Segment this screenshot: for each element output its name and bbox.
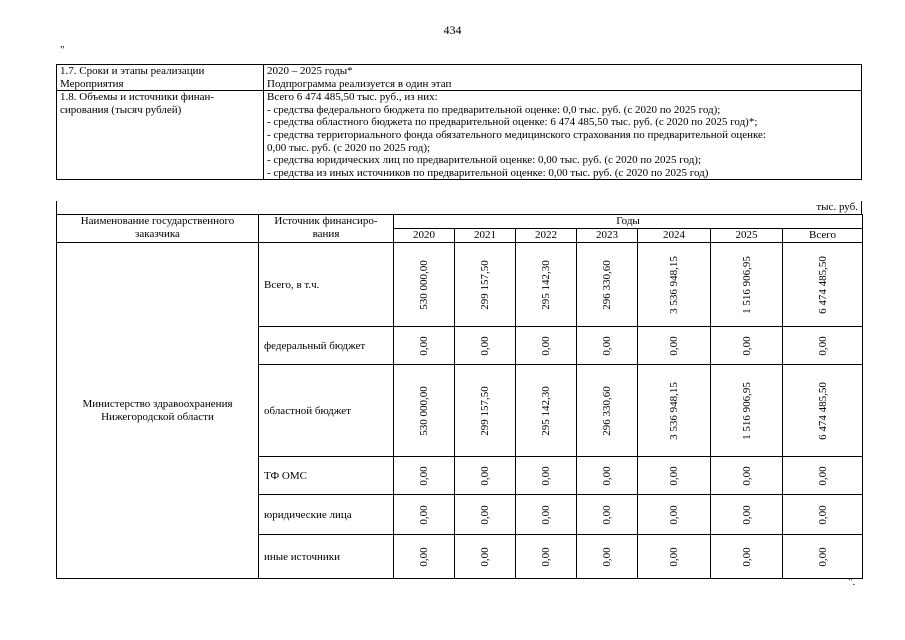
year-value-cell — [455, 457, 516, 495]
amount-value: 0,00 — [816, 546, 829, 567]
amount-value: 3 536 948,15 — [668, 381, 680, 440]
header-row — [57, 215, 863, 229]
customer-header — [57, 215, 259, 243]
amount-value: 0,00 — [601, 465, 613, 486]
year-value-cell — [394, 365, 455, 457]
year-value-cell — [455, 535, 516, 579]
amount-value: 299 157,50 — [479, 259, 491, 310]
units-label: тыс. руб. — [56, 201, 862, 214]
source-header-line: Источник финансиро- — [274, 215, 378, 227]
amount-value: 0,00 — [418, 465, 430, 486]
amount-value: 1 516 906,95 — [740, 381, 753, 440]
amount-value: 0,00 — [816, 465, 829, 486]
timing-label — [57, 65, 264, 91]
funding-source: ТФ ОМС — [259, 457, 394, 495]
amount-value: 0,00 — [479, 465, 491, 486]
financing-table — [56, 214, 863, 579]
amount-value: 295 142,30 — [540, 385, 552, 436]
year-value-cell — [516, 457, 577, 495]
amount-value: 0,00 — [740, 504, 753, 525]
year-value-cell — [516, 365, 577, 457]
total-value-cell — [783, 365, 863, 457]
year-value-cell — [577, 243, 638, 327]
amount-value: 0,00 — [668, 465, 680, 486]
funding-source: областной бюджет — [259, 365, 394, 457]
source-header-line: вания — [312, 227, 340, 240]
year-column-header: 2022 — [516, 229, 577, 243]
total-value-cell — [783, 457, 863, 495]
amount-value: 0,00 — [418, 335, 430, 356]
timing-value — [264, 65, 862, 91]
year-value-cell — [394, 457, 455, 495]
total-value-cell — [783, 535, 863, 579]
year-value-cell — [711, 327, 783, 365]
funding-source: федеральный бюджет — [259, 327, 394, 365]
amount-value: 0,00 — [479, 546, 491, 567]
year-value-cell — [455, 327, 516, 365]
amount-value: 0,00 — [740, 465, 753, 486]
year-value-cell — [638, 243, 711, 327]
amount-value: 6 474 485,50 — [816, 381, 829, 440]
funding-value-line: - средства юридических лиц по предварительной оценке: 0,00 тыс. руб. (с 2020 по 2025 год); — [267, 154, 702, 167]
amount-value: 0,00 — [540, 465, 552, 486]
year-value-cell — [577, 457, 638, 495]
page-number: 434 — [443, 23, 462, 37]
funding-value-line: Всего 6 474 485,50 тыс. руб., из них: — [267, 91, 438, 104]
year-value-cell — [577, 365, 638, 457]
year-value-cell — [394, 535, 455, 579]
total-value-cell — [783, 327, 863, 365]
amount-value: 530 000,00 — [418, 385, 430, 436]
year-column-header: 2025 — [711, 229, 783, 243]
source-header — [259, 215, 394, 243]
funding-label — [57, 91, 264, 180]
amount-value: 0,00 — [418, 546, 430, 567]
customer-name-line: Министерство здравоохранения — [82, 397, 233, 410]
funding-value-line: - средства территориального фонда обязательного медицинского страхования по предварительной оценке: — [267, 128, 766, 141]
funding-row — [57, 91, 862, 180]
year-value-cell — [516, 243, 577, 327]
funding-value-line: - средства областного бюджета по предварительной оценке: 6 474 485,50 тыс. руб. (с 2020 по 2025 год)*; — [267, 116, 758, 129]
amount-value: 0,00 — [668, 546, 680, 567]
amount-value: 0,00 — [479, 335, 491, 356]
year-column-header: 2020 — [394, 229, 455, 243]
customer-name-line: Нижегородской области — [101, 410, 214, 423]
amount-value: 0,00 — [479, 504, 491, 525]
amount-value: 0,00 — [601, 335, 613, 356]
year-column-header: 2024 — [638, 229, 711, 243]
funding-source: иные источники — [259, 535, 394, 579]
amount-value: 0,00 — [816, 335, 829, 356]
customer-header-line: заказчика — [135, 227, 180, 240]
year-value-cell — [394, 495, 455, 535]
opening-quote-mark: " — [60, 44, 65, 56]
total-column-header: Всего — [783, 229, 863, 243]
year-value-cell — [394, 243, 455, 327]
year-value-cell — [638, 495, 711, 535]
year-value-cell — [455, 365, 516, 457]
amount-value: 0,00 — [740, 546, 753, 567]
passport-table — [56, 64, 862, 180]
timing-label-line: Мероприятия — [60, 77, 124, 90]
amount-value: 0,00 — [601, 546, 613, 567]
year-value-cell — [455, 495, 516, 535]
year-value-cell — [577, 495, 638, 535]
amount-value: 299 157,50 — [479, 385, 491, 436]
year-value-cell — [455, 243, 516, 327]
funding-value-line: 0,00 тыс. руб. (с 2020 по 2025 год); — [267, 141, 431, 154]
year-value-cell — [577, 327, 638, 365]
year-value-cell — [638, 457, 711, 495]
funding-value — [264, 91, 862, 180]
funding-value-line: - средства федерального бюджета по предварительной оценке: 0,0 тыс. руб. (с 2020 по 2025 год); — [267, 103, 721, 116]
amount-value: 296 330,60 — [601, 259, 613, 310]
amount-value: 0,00 — [740, 335, 753, 356]
customer-name — [57, 243, 259, 579]
timing-value-line: 2020 – 2025 годы* — [267, 65, 353, 77]
years-header: Годы — [394, 215, 863, 229]
year-value-cell — [638, 365, 711, 457]
funding-source: юридические лица — [259, 495, 394, 535]
timing-label-line: 1.7. Сроки и этапы реализации — [60, 65, 205, 77]
funding-source: Всего, в т.ч. — [259, 243, 394, 327]
year-value-cell — [577, 535, 638, 579]
amount-value: 296 330,60 — [601, 385, 613, 436]
funding-value-line: - средства из иных источников по предварительной оценке: 0,00 тыс. руб. (с 2020 по 2025 год) — [267, 166, 709, 179]
year-value-cell — [516, 327, 577, 365]
timing-row — [57, 65, 862, 91]
year-value-cell — [394, 327, 455, 365]
year-value-cell — [711, 535, 783, 579]
amount-value: 1 516 906,95 — [740, 255, 753, 314]
amount-value: 530 000,00 — [418, 259, 430, 310]
amount-value: 0,00 — [668, 335, 680, 356]
year-value-cell — [711, 243, 783, 327]
timing-value-line: Подпрограмма реализуется в один этап — [267, 77, 452, 90]
amount-value: 295 142,30 — [540, 259, 552, 310]
closing-quote-mark: ". — [848, 576, 856, 588]
year-column-header: 2023 — [577, 229, 638, 243]
year-value-cell — [711, 365, 783, 457]
year-value-cell — [516, 495, 577, 535]
funding-label-line: 1.8. Объемы и источники финан- — [60, 91, 215, 104]
year-column-header: 2021 — [455, 229, 516, 243]
amount-value: 6 474 485,50 — [816, 255, 829, 314]
amount-value: 0,00 — [540, 504, 552, 525]
year-value-cell — [711, 495, 783, 535]
year-value-cell — [638, 327, 711, 365]
financing-row — [57, 243, 863, 327]
amount-value: 0,00 — [816, 504, 829, 525]
customer-header-line: Наименование государственного — [80, 215, 235, 227]
amount-value: 3 536 948,15 — [668, 255, 680, 314]
amount-value: 0,00 — [540, 546, 552, 567]
amount-value: 0,00 — [668, 504, 680, 525]
total-value-cell — [783, 243, 863, 327]
amount-value: 0,00 — [540, 335, 552, 356]
year-value-cell — [516, 535, 577, 579]
total-value-cell — [783, 495, 863, 535]
year-value-cell — [638, 535, 711, 579]
amount-value: 0,00 — [418, 504, 430, 525]
amount-value: 0,00 — [601, 504, 613, 525]
year-value-cell — [711, 457, 783, 495]
funding-label-line: сирования (тысяч рублей) — [60, 103, 182, 116]
